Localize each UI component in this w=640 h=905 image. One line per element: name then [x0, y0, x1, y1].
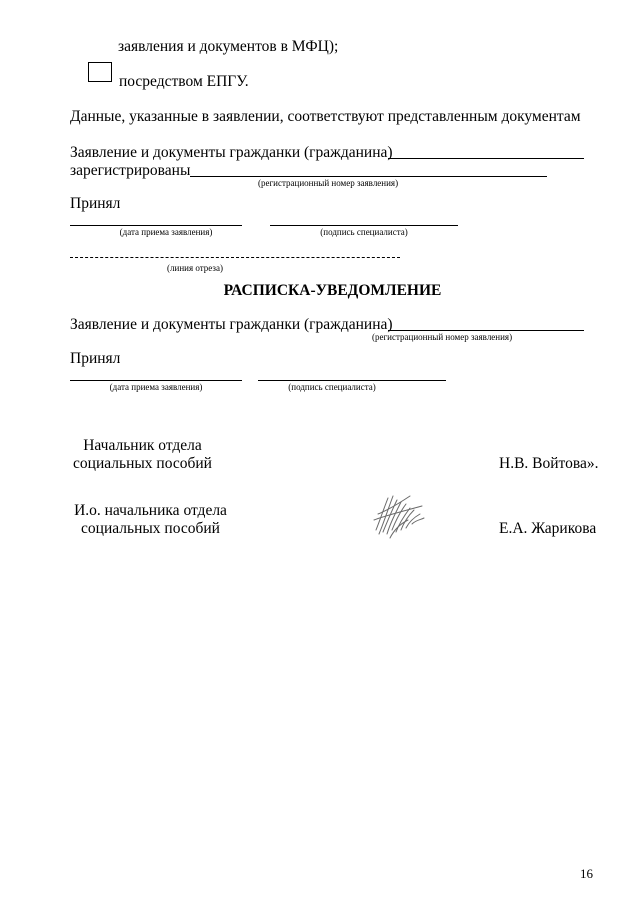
acting-title-line-2: социальных пособий [81, 520, 220, 537]
receipt-signature-caption: (подпись специалиста) [288, 382, 376, 392]
receipt-line-1: Заявление и документы гражданки (гражданина) [70, 316, 393, 333]
head-title-line-1: Начальник отдела [83, 437, 202, 454]
applicant-name-field[interactable] [388, 158, 584, 159]
receipt-date-field[interactable] [70, 380, 242, 381]
receipt-registration-number-caption: (регистрационный номер заявления) [372, 332, 513, 342]
acting-name: Е.А. Жарикова [499, 520, 597, 537]
receipt-date-caption: (дата приема заявления) [109, 382, 203, 392]
registration-number-field[interactable] [190, 176, 547, 177]
receipt-registration-number-field[interactable] [388, 330, 584, 331]
registration-line-2: зарегистрированы [70, 162, 191, 179]
receipt-accepted-label: Принял [70, 350, 121, 367]
date-caption: (дата приема заявления) [119, 227, 213, 237]
receipt-signature-field[interactable] [258, 380, 446, 381]
handwritten-signature [370, 490, 430, 542]
head-title-line-2: социальных пособий [73, 455, 212, 472]
epgu-option-label: посредством ЕПГУ. [119, 73, 249, 90]
acting-title-line-1: И.о. начальника отдела [74, 502, 227, 519]
accepted-label: Принял [70, 195, 121, 212]
date-field[interactable] [70, 225, 242, 226]
signature-caption: (подпись специалиста) [320, 227, 408, 237]
cut-line [70, 257, 400, 258]
intro-line: заявления и документов в МФЦ); [118, 38, 339, 55]
cut-line-caption: (линия отреза) [167, 263, 223, 273]
signature-field[interactable] [270, 225, 458, 226]
page-number: 16 [580, 866, 593, 881]
receipt-title: РАСПИСКА-УВЕДОМЛЕНИЕ [223, 282, 442, 299]
epgu-checkbox[interactable] [88, 62, 112, 82]
registration-line-1: Заявление и документы гражданки (гражданина) [70, 144, 393, 161]
head-name: Н.В. Войтова». [499, 455, 599, 472]
statement-text: Данные, указанные в заявлении, соответствуют представленным документам [70, 108, 581, 125]
registration-number-caption: (регистрационный номер заявления) [258, 178, 399, 188]
